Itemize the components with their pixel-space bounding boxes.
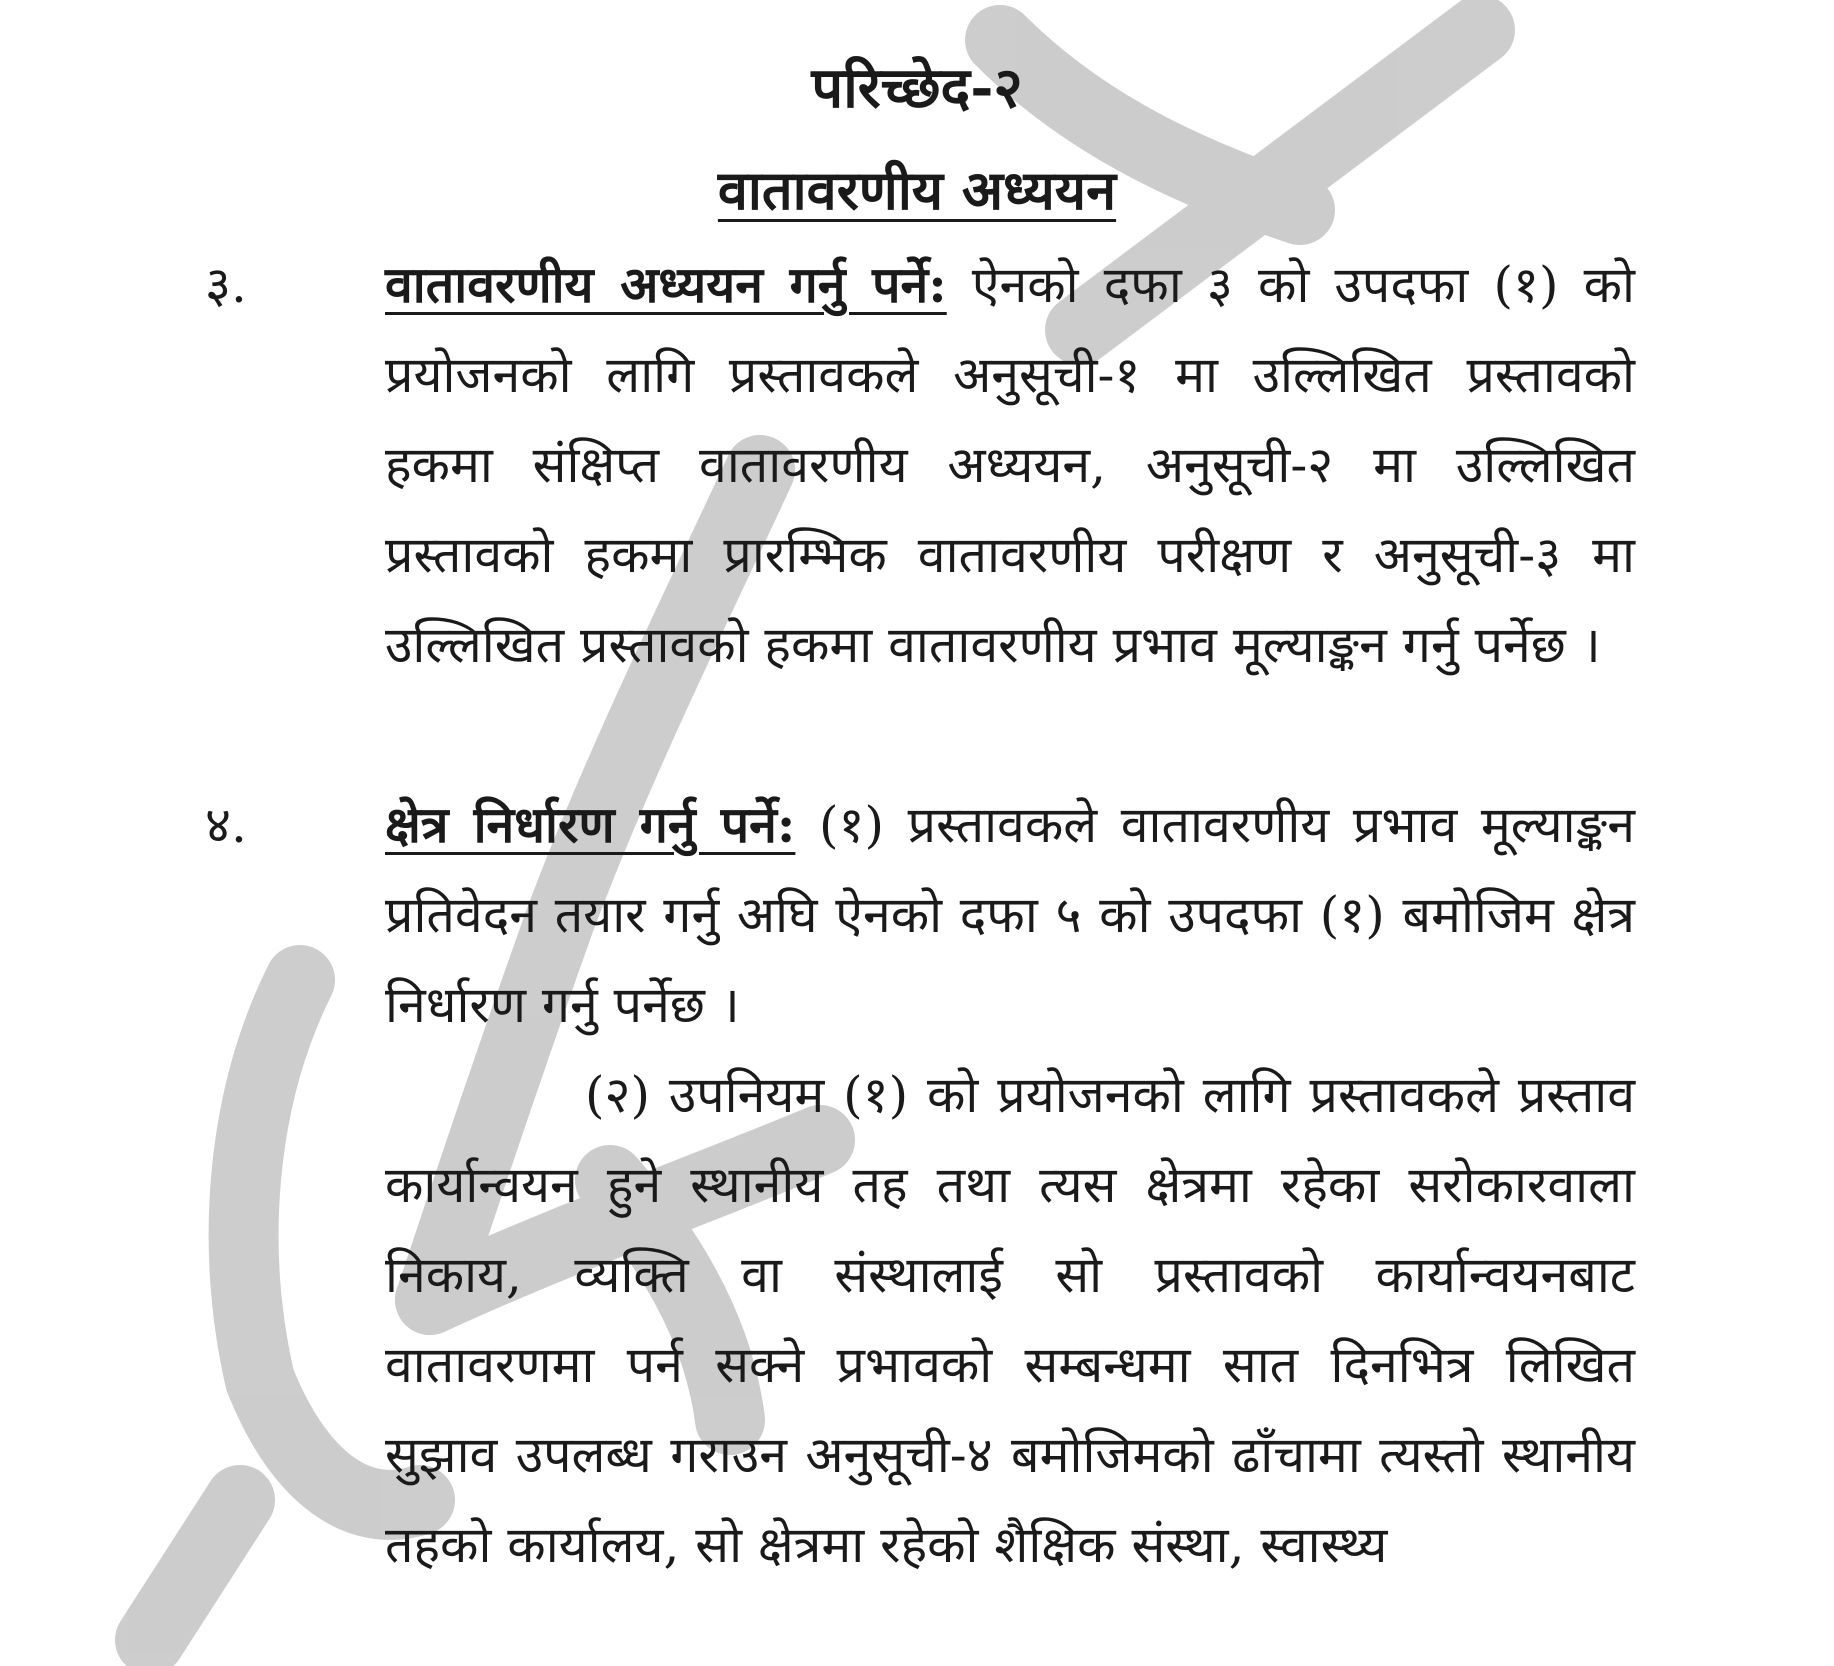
chapter-title [0,150,1834,230]
chapter-title-text: वातावरणीय अध्ययन [717,158,1117,222]
chapter-label: परिच्छेद-२ [811,55,1023,121]
section-number: ३. [205,256,247,314]
section-text: (१) प्रस्तावकले वातावरणीय प्रभाव मूल्याङ्कन प्रतिवेदन तयार गर्नु अघि ऐनको दफा ५ को उपदफा (१) बमोजिम क्षेत्र निर्धारण गर्नु पर्नेछ । [385,796,1635,1034]
section-text: ऐनको दफा ३ को उपदफा (१) को प्रयोजनको लागि प्रस्तावकले अनुसूची-१ मा उल्लिखित प्रस्तावको हकमा संक्षिप्त वातावरणीय अध्ययन, अनुसूची-२ मा उल्लिखित प्रस्तावको हकमा प्रारम्भिक वातावरणीय परीक्षण र अनुसूची-३ मा उल्लिखित प्रस्तावको हकमा वातावरणीय प्रभाव मूल्याङ्कन गर्नु पर्नेछ । [385,256,1635,674]
section-body [385,780,1635,1050]
subsection-text: (२) उपनियम (१) को प्रयोजनको लागि प्रस्तावकले प्रस्ताव कार्यान्वयन हुने स्थानीय तह तथा त्यस क्षेत्रमा रहेका सरोकारवाला निकाय, व्यक्ति वा संस्थालाई सो प्रस्तावको कार्यान्वयनबाट वातावरणमा पर्न सक्ने प्रभावको सम्बन्धमा सात दिनभित्र लिखित सुझाव उपलब्ध गराउन अनुसूची-४ बमोजिमको ढाँचामा त्यस्तो स्थानीय तहको कार्यालय, सो क्षेत्रमा रहेको शैक्षिक संस्था, स्वास्थ्य [385,1066,1635,1574]
section-title: क्षेत्र निर्धारण गर्नु पर्ने: [385,795,796,854]
section-body [385,240,1635,690]
subsection-body [385,1050,1635,1590]
section-number: ४. [205,796,247,854]
section-title: वातावरणीय अध्ययन गर्नु पर्ने: [385,255,947,314]
